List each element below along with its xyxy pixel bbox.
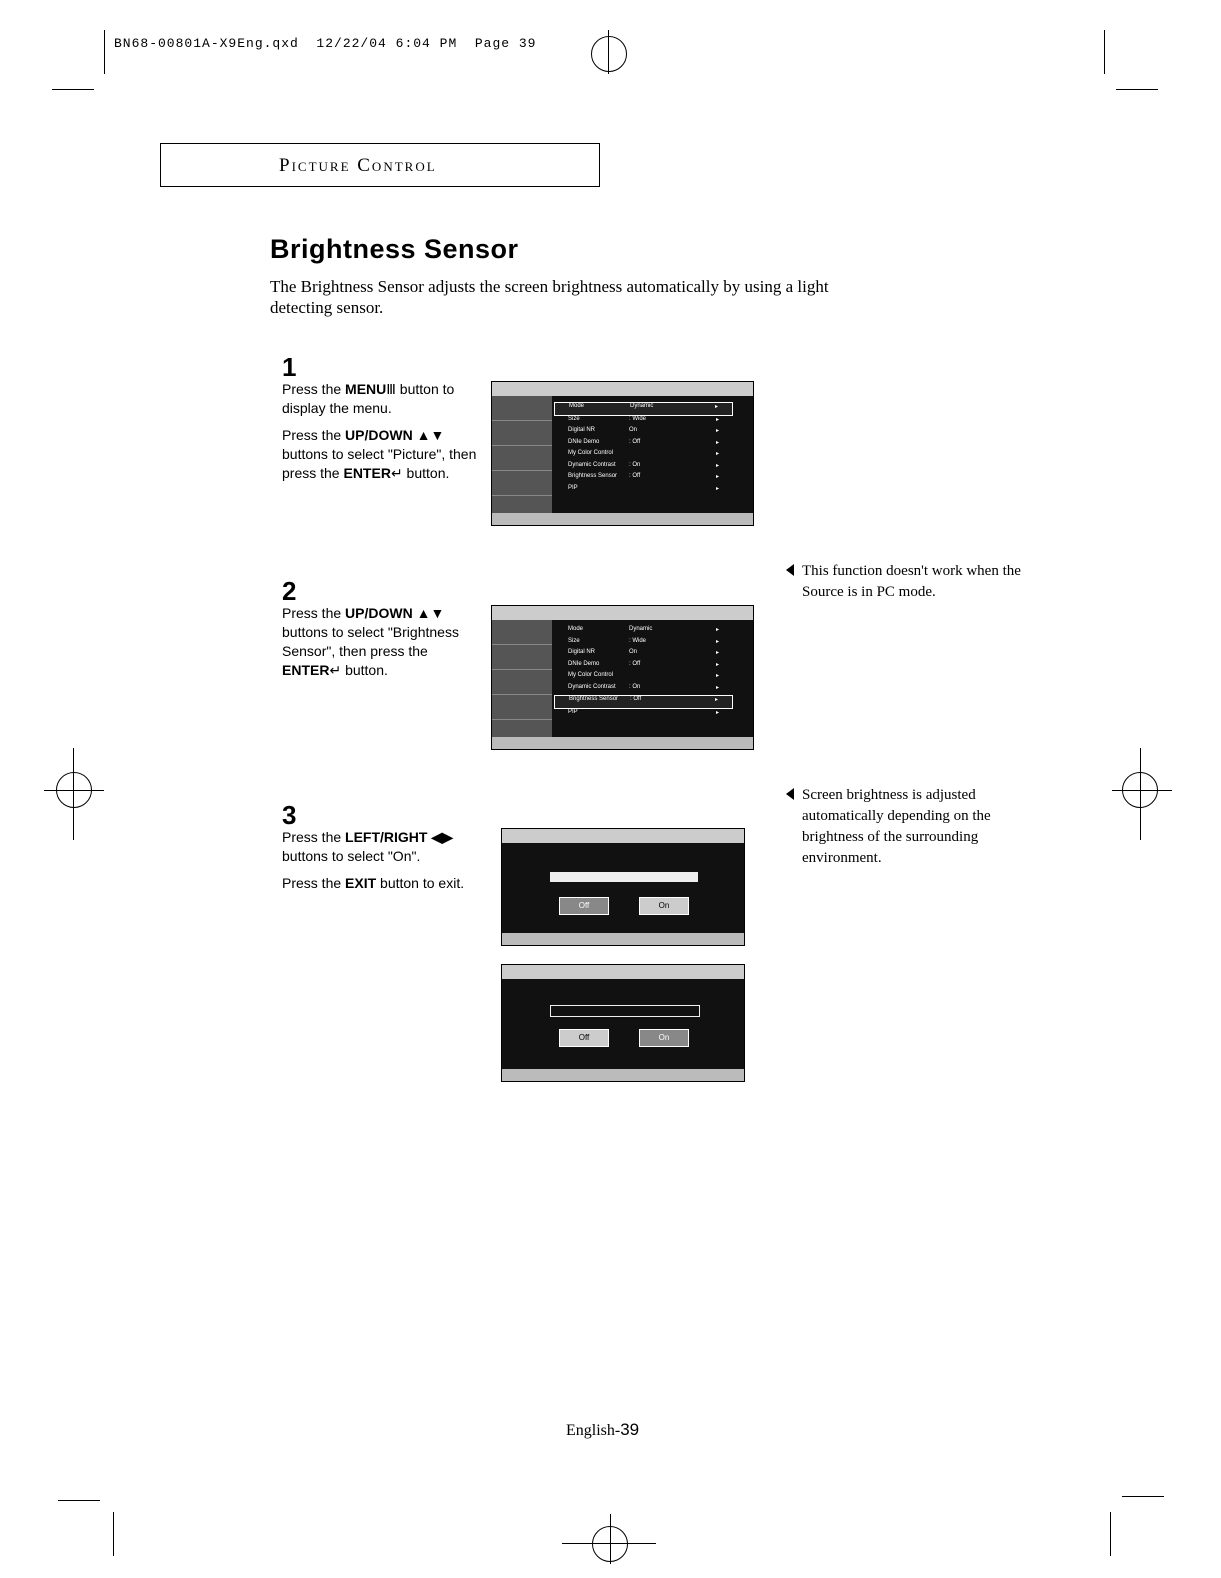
osd-menu-list: Mode Dynamic ▸ Size : Wide ▸ Digital NR On ▸ DNIe Demo : Off ▸ My Color Control ▸ Dynamic Contrast : On ▸ Brightness Sensor : Off ▸ PIP ▸ [554, 626, 733, 733]
step-1-text: Press the MENUⅢ button to display the menu. Press the UP/DOWN ▲▼ buttons to select "Picture", then press the ENTER↵ button. [282, 381, 477, 481]
note: This function doesn't work when the Source is in PC mode. [802, 561, 1052, 603]
osd-option-on: On [639, 1029, 689, 1047]
enter-icon: ↵ [329, 662, 342, 678]
osd-option-on: On [639, 897, 689, 915]
registration-line [562, 1543, 656, 1544]
registration-mark-icon [591, 36, 627, 72]
osd-option-off: Off [559, 897, 609, 915]
crop-mark [1110, 1512, 1111, 1556]
intro-paragraph: The Brightness Sensor adjusts the screen brightness automatically by using a light detecting sensor. [270, 277, 829, 317]
note: Screen brightness is adjusted automatically depending on the brightness of the surrounding environment. [802, 785, 1052, 869]
section-title: Picture Control [279, 155, 437, 176]
crop-mark [104, 30, 105, 74]
osd-screenshot-options [501, 828, 745, 946]
step-2-text: Press the UP/DOWN ▲▼ buttons to select "Brightness Sensor", then press the ENTER↵ button. [282, 605, 459, 678]
step-3-text: Press the LEFT/RIGHT ◀▶ buttons to select "On". Press the EXIT button to exit. [282, 829, 465, 891]
section-tab [160, 143, 600, 187]
osd-screenshot-options [501, 964, 745, 1082]
registration-line [1140, 748, 1141, 840]
enter-icon: ↵ [390, 465, 403, 481]
registration-line [610, 1514, 611, 1564]
step-number: 3 [282, 800, 297, 830]
osd-menu-list: Mode Dynamic ▸ Size : Wide ▸ Digital NR On ▸ DNIe Demo : Off ▸ My Color Control ▸ Dynamic Contrast : On ▸ Brightness Sensor : Off ▸ PIP ▸ [554, 402, 733, 509]
osd-screenshot-menu [491, 381, 754, 526]
crop-mark [1122, 1496, 1164, 1497]
page-footer: English-39 [566, 1420, 640, 1439]
registration-line [608, 30, 609, 74]
step-number: 2 [282, 576, 297, 606]
step-number: 1 [282, 352, 297, 382]
osd-screenshot-menu [491, 605, 754, 750]
pointer-arrow-icon [786, 788, 794, 800]
crop-mark [1104, 30, 1105, 74]
print-header: BN68-00801A-X9Eng.qxd 12/22/04 6:04 PM Page 39 [114, 36, 537, 51]
menu-icon: Ⅲ [386, 381, 396, 397]
crop-mark [113, 1512, 114, 1556]
page-number: 39 [620, 1420, 640, 1439]
crop-mark [58, 1500, 100, 1501]
pointer-arrow-icon [786, 564, 794, 576]
crop-mark [52, 89, 94, 90]
registration-line [1112, 790, 1172, 791]
registration-line [73, 748, 74, 840]
page-title: Brightness Sensor [270, 234, 519, 264]
osd-option-off: Off [559, 1029, 609, 1047]
registration-line [44, 790, 104, 791]
crop-mark [1116, 89, 1158, 90]
